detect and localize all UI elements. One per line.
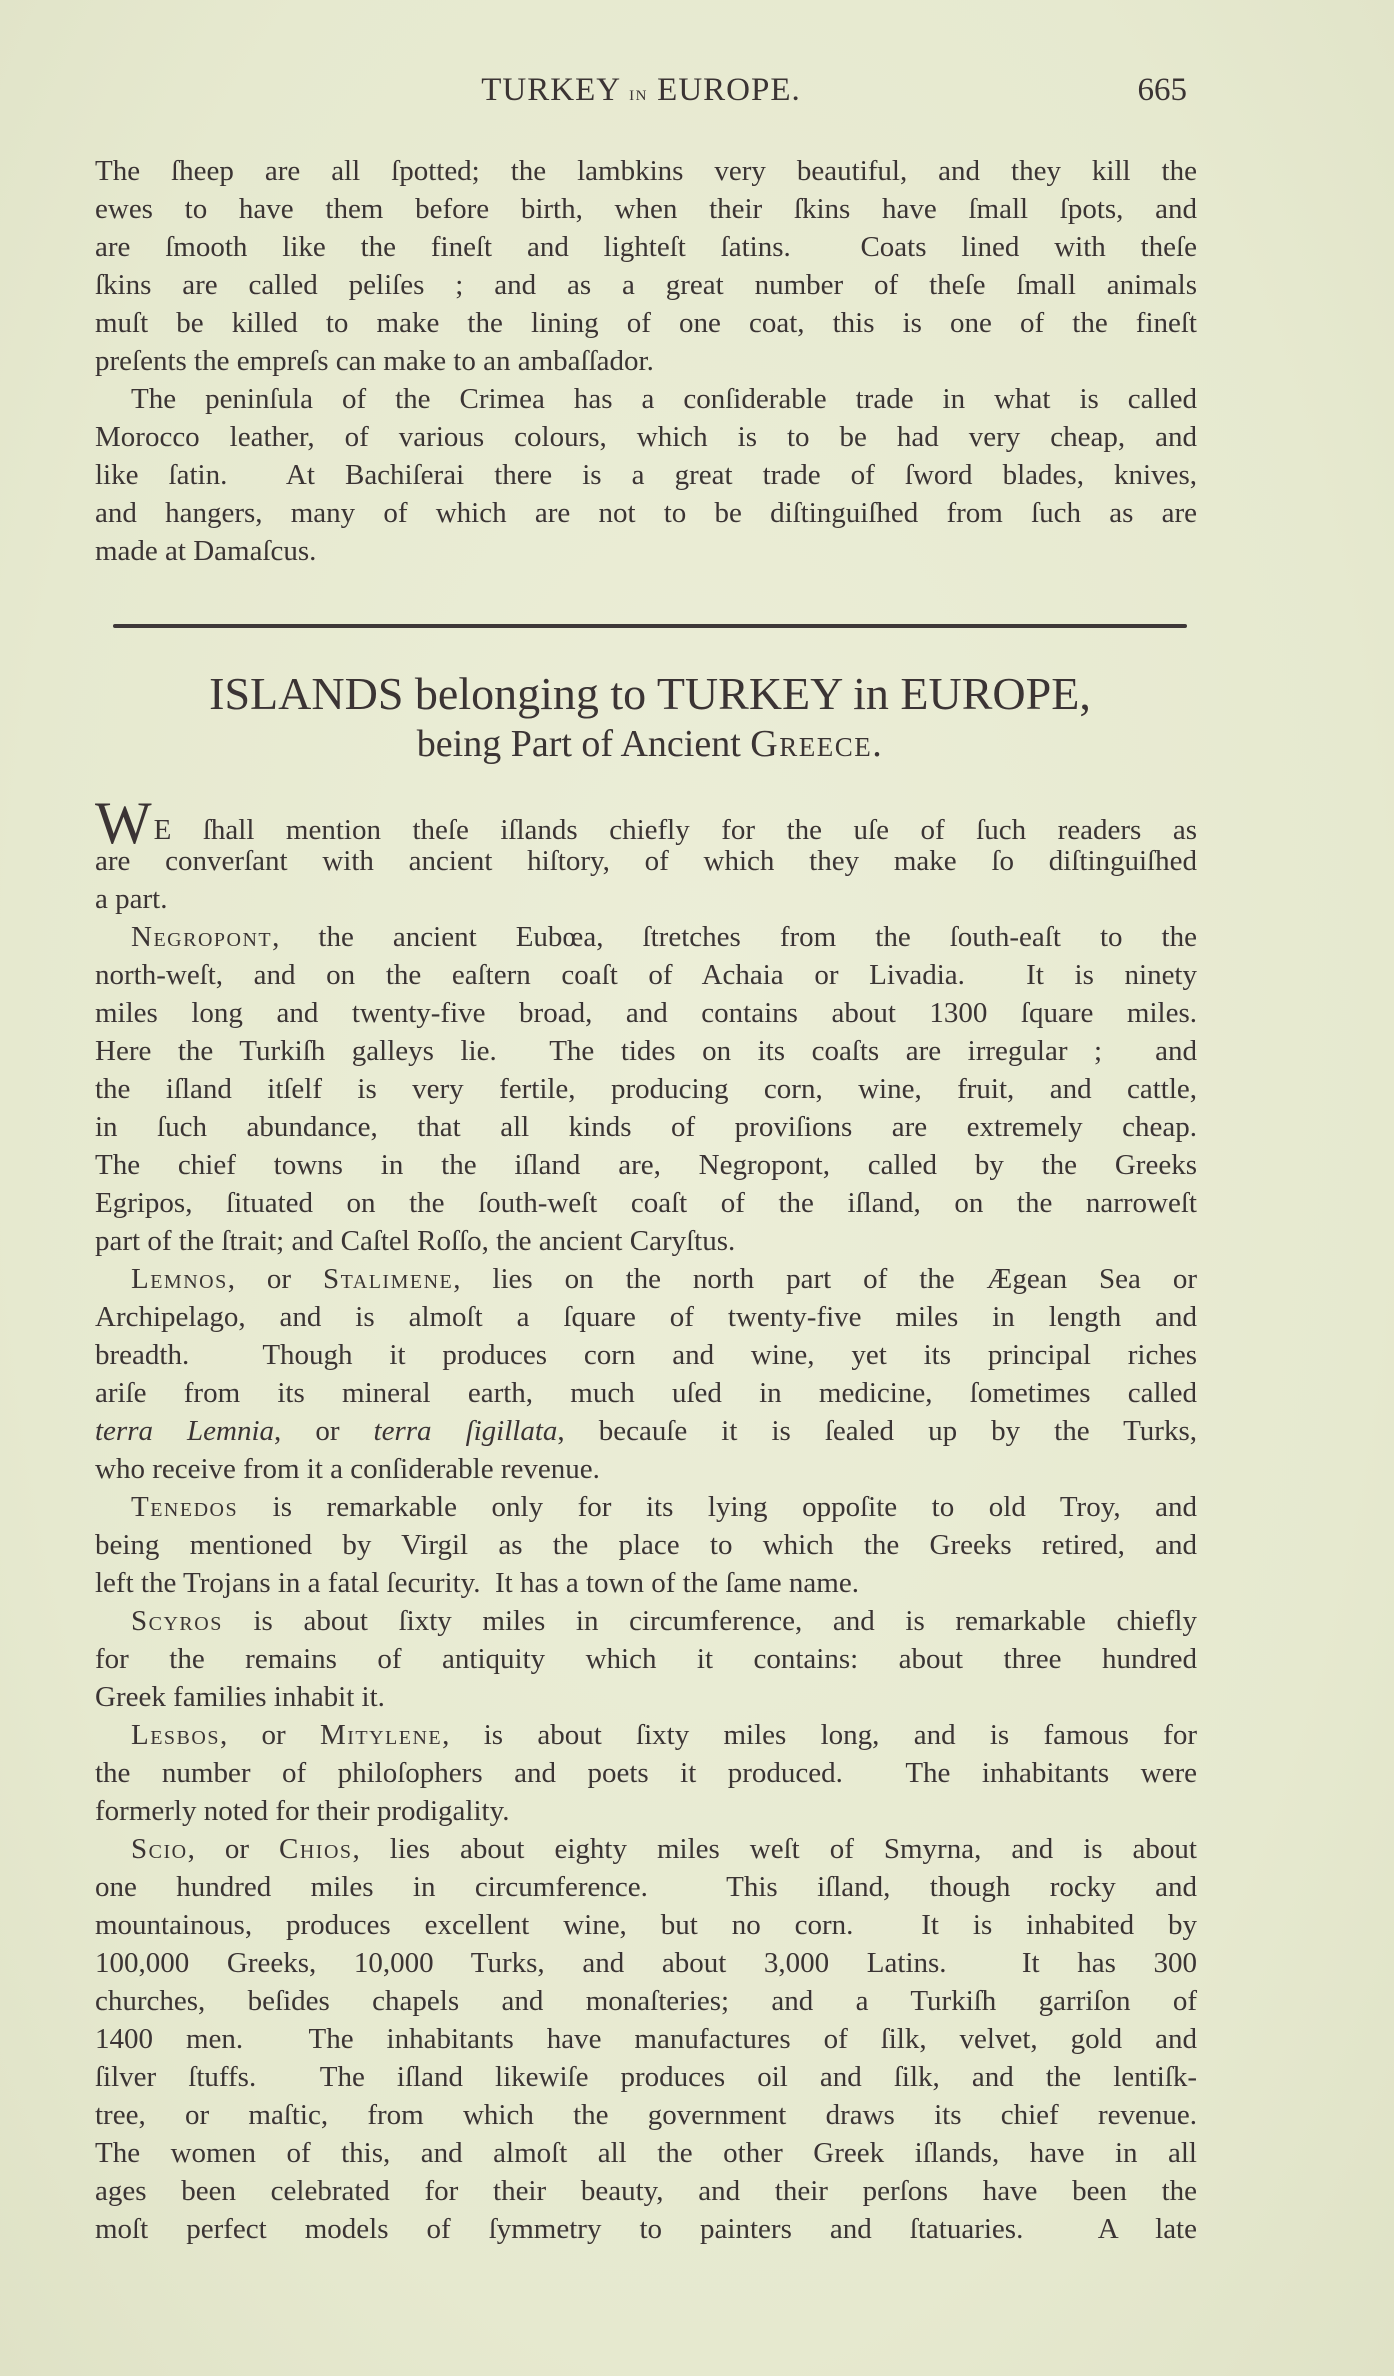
text-segment: Greek families inhabit it. — [95, 1681, 385, 1713]
text-line — [95, 1792, 1197, 1830]
text-line — [95, 1868, 1197, 1906]
section-body — [95, 790, 1197, 2248]
text-segment: left the Trojans in a fatal ſecurity. It has a town of the ſame name. — [95, 1567, 859, 1599]
text-line — [95, 1944, 1197, 1982]
island-name: Tenedos — [131, 1491, 239, 1523]
text-segment: 1400 men. The inhabitants have manufactures of ſilk, velvet, gold and — [95, 2023, 1197, 2055]
text-segment: ſkins are called peliſes ; and as a great number of theſe ſmall animals — [95, 269, 1197, 301]
text-segment: the iſland itſelf is very fertile, producing corn, wine, fruit, and cattle, — [95, 1073, 1197, 1105]
text-segment: tree, or maſtic, from which the government draws its chief revenue. — [95, 2099, 1197, 2131]
text-segment: part of the ſtrait; and Caſtel Roſſo, the ancient Caryſtus. — [95, 1225, 736, 1257]
text-segment: , lies about eighty miles weſt of Smyrna, and is about — [352, 1833, 1197, 1865]
text-line — [95, 456, 1197, 494]
text-segment: breadth. Though it produces corn and wine, yet its principal riches — [95, 1339, 1197, 1371]
text-segment: , or — [219, 1719, 320, 1751]
text-line — [95, 304, 1197, 342]
text-line — [95, 2134, 1197, 2172]
page-number: 665 — [1137, 72, 1187, 108]
text-line — [95, 2058, 1197, 2096]
text-segment: are converſant with ancient hiſtory, of which they make ſo diſtinguiſhed — [95, 845, 1197, 877]
text-line — [95, 918, 1197, 956]
island-name: Lesbos — [131, 1719, 220, 1751]
text-line — [95, 1716, 1197, 1754]
island-name: Mitylene — [319, 1719, 443, 1751]
island-name: Stalimene — [323, 1263, 454, 1295]
text-segment: Egripos, ſituated on the ſouth-weſt coaſt of the iſland, on the narroweſt — [95, 1187, 1197, 1219]
text-line — [95, 880, 1197, 918]
text-segment: , is about ſixty miles long, and is famous for — [442, 1719, 1197, 1751]
text-segment: in ſuch abundance, that all kinds of proviſions are extremely cheap. — [95, 1111, 1197, 1143]
running-head-word: EUROPE. — [657, 72, 801, 108]
text-segment: formerly noted for their prodigality. — [95, 1795, 510, 1827]
text-line — [95, 1906, 1197, 1944]
text-line — [95, 380, 1197, 418]
text-segment: 100,000 Greeks, 10,000 Turks, and about 3,000 Latins. It has 300 — [95, 1947, 1197, 1979]
text-segment: are ſmooth like the fineſt and lighteſt ſatins. Coats lined with theſe — [95, 231, 1197, 263]
text-line — [95, 1222, 1197, 1260]
text-line — [95, 1374, 1197, 1412]
running-head-word: in — [629, 80, 648, 105]
text-line — [95, 532, 1197, 570]
text-segment: The women of this, and almoſt all the other Greek iſlands, have in all — [95, 2137, 1197, 2169]
text-line — [95, 956, 1197, 994]
text-line — [95, 1070, 1197, 1108]
text-line — [95, 1032, 1197, 1070]
text-line — [95, 1260, 1197, 1298]
text-line — [95, 1830, 1197, 1868]
text-segment: moſt perfect models of ſymmetry to painters and ſtatuaries. A late — [95, 2213, 1197, 2245]
text-line — [95, 1488, 1197, 1526]
text-line — [95, 152, 1197, 190]
continued-text — [95, 152, 1197, 570]
text-segment: E ſhall mention theſe iſlands chiefly for the uſe of ſuch readers as — [153, 814, 1197, 846]
island-name: Scio — [131, 1833, 188, 1865]
text-line — [95, 1982, 1197, 2020]
text-line — [95, 2172, 1197, 2210]
text-line — [95, 494, 1197, 532]
text-line — [95, 2210, 1197, 2248]
text-line — [95, 1640, 1197, 1678]
text-segment: a part. — [95, 883, 168, 915]
text-line — [95, 1412, 1197, 1450]
text-segment: and hangers, many of which are not to be diſtinguiſhed from ſuch as are — [95, 497, 1197, 529]
running-head — [95, 72, 1187, 116]
text-segment: , or — [274, 1415, 374, 1447]
text-line — [95, 1108, 1197, 1146]
island-name: Scyros — [131, 1605, 223, 1637]
text-segment: Morocco leather, of various colours, which is to be had very cheap, and — [95, 421, 1197, 453]
text-line — [95, 1336, 1197, 1374]
text-line — [95, 1564, 1197, 1602]
text-segment: ewes to have them before birth, when their ſkins have ſmall ſpots, and — [95, 193, 1197, 225]
text-line — [95, 1678, 1197, 1716]
italic-term: terra ſigillata — [373, 1415, 558, 1447]
text-line — [95, 790, 1197, 856]
text-segment: for the remains of antiquity which it contains: about three hundred — [95, 1643, 1197, 1675]
text-segment: being mentioned by Virgil as the place to which the Greeks retired, and — [95, 1529, 1197, 1561]
text-line — [95, 228, 1197, 266]
text-segment: mountainous, produces excellent wine, but no corn. It is inhabited by — [95, 1909, 1197, 1941]
section-title-line-2 — [95, 720, 1205, 768]
text-segment: , or — [187, 1833, 279, 1865]
text-line — [95, 1184, 1197, 1222]
text-line — [95, 1146, 1197, 1184]
island-name: Chios — [279, 1833, 353, 1865]
text-segment: preſents the empreſs can make to an ambaſſador. — [95, 345, 654, 377]
text-segment: , becauſe it is ſealed up by the Turks, — [557, 1415, 1197, 1447]
text-segment: one hundred miles in circumference. This iſland, though rocky and — [95, 1871, 1197, 1903]
text-segment: churches, beſides chapels and monaſteries; and a Turkiſh garriſon of — [95, 1985, 1197, 2017]
text-line — [95, 842, 1197, 880]
text-segment: who receive from it a conſiderable revenue. — [95, 1453, 600, 1485]
text-line — [95, 266, 1197, 304]
text-line — [95, 1526, 1197, 1564]
text-line — [95, 1754, 1197, 1792]
text-line — [95, 342, 1197, 380]
text-segment: ages been celebrated for their beauty, and their perſons have been the — [95, 2175, 1197, 2207]
section-subtitle-text: being Part of Ancient — [416, 723, 751, 765]
text-segment: is about ſixty miles in circumference, and is remarkable chiefly — [222, 1605, 1197, 1637]
italic-term: terra Lemnia — [95, 1415, 275, 1447]
text-line — [95, 1298, 1197, 1336]
island-name: Negropont — [131, 921, 273, 953]
text-segment: miles long and twenty-five broad, and contains about 1300 ſquare miles. — [95, 997, 1197, 1029]
text-segment: The peninſula of the Crimea has a conſiderable trade in what is called — [131, 383, 1197, 415]
text-segment: The ſheep are all ſpotted; the lambkins very beautiful, and they kill the — [95, 155, 1197, 187]
text-line — [95, 190, 1197, 228]
text-segment: like ſatin. At Bachiſerai there is a great trade of ſword blades, knives, — [95, 459, 1197, 491]
section-title-line-1: ISLANDS belonging to TURKEY in EUROPE, — [209, 668, 1091, 719]
text-segment: is remarkable only for its lying oppoſite to old Troy, and — [238, 1491, 1197, 1523]
text-segment: ſilver ſtuffs. The iſland likewiſe produces oil and ſilk, and the lentiſk- — [95, 2061, 1197, 2093]
section-divider-rule — [113, 624, 1187, 628]
text-segment: , lies on the north part of the Ægean Sea or — [453, 1263, 1197, 1295]
text-segment: muſt be killed to make the lining of one coat, this is one of the fineſt — [95, 307, 1197, 339]
drop-cap: W — [95, 790, 152, 856]
text-segment: ariſe from its mineral earth, much uſed in medicine, ſometimes called — [95, 1377, 1197, 1409]
text-segment: Here the Turkiſh galleys lie. The tides on its coaſts are irregular ; and — [95, 1035, 1197, 1067]
text-line — [95, 1602, 1197, 1640]
running-head-word: TURKEY — [481, 72, 620, 108]
text-line — [95, 994, 1197, 1032]
text-segment: , the ancient Eubœa, ſtretches from the ſouth-eaſt to the — [272, 921, 1197, 953]
text-segment: the number of philoſophers and poets it produced. The inhabitants were — [95, 1757, 1197, 1789]
text-segment: Archipelago, and is almoſt a ſquare of twenty-five miles in length and — [95, 1301, 1197, 1333]
text-segment: , or — [227, 1263, 324, 1295]
running-head-title — [95, 72, 1187, 109]
island-name: Lemnos — [131, 1263, 228, 1295]
text-segment: north-weſt, and on the eaſtern coaſt of Achaia or Livadia. It is ninety — [95, 959, 1197, 991]
text-segment: The chief towns in the iſland are, Negropont, called by the Greeks — [95, 1149, 1197, 1181]
section-subtitle-smallcaps: Greece. — [750, 723, 884, 765]
text-line — [95, 2096, 1197, 2134]
text-line — [95, 1450, 1197, 1488]
text-segment: made at Damaſcus. — [95, 535, 317, 567]
text-line — [95, 2020, 1197, 2058]
text-line — [95, 418, 1197, 456]
